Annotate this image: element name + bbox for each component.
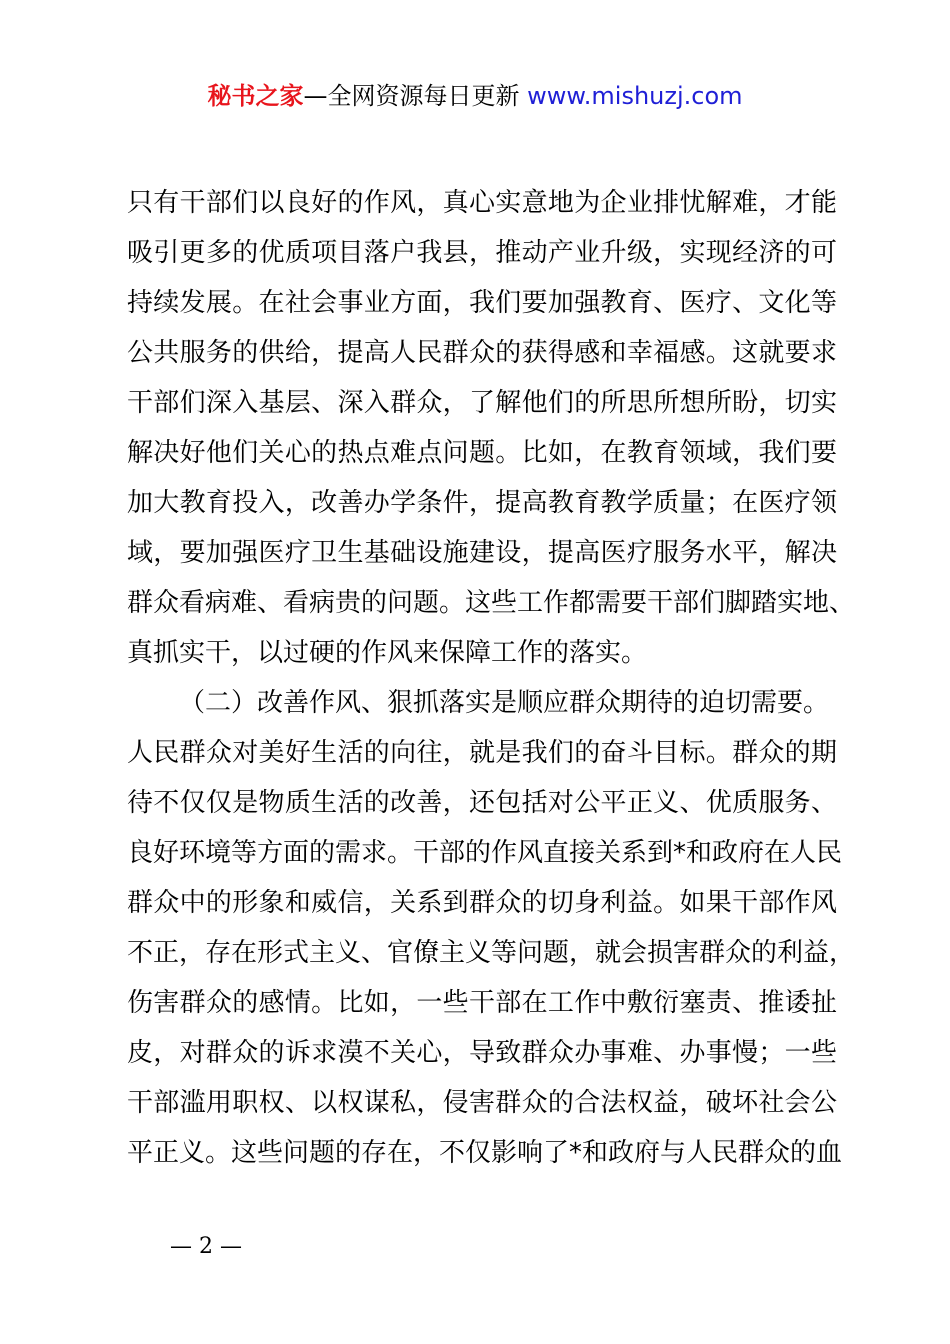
page-number: — 2 — bbox=[170, 1234, 242, 1259]
text-line: 真抓实干，以过硬的作风来保障工作的落实。 bbox=[127, 638, 648, 668]
text-line: 公共服务的供给，提高人民群众的获得感和幸福感。这就要求 bbox=[127, 338, 837, 368]
header-url-link[interactable]: www.mishuzj.com bbox=[527, 82, 743, 110]
text-line: 域，要加强医疗卫生基础设施建设，提高医疗服务水平，解决 bbox=[127, 538, 837, 568]
text-line: 加大教育投入，改善办学条件，提高教育教学质量；在医疗领 bbox=[127, 488, 837, 518]
header-brand: 秘书之家 bbox=[207, 82, 304, 110]
text-line: 伤害群众的感情。比如，一些干部在工作中敷衍塞责、推诿扯 bbox=[127, 988, 837, 1018]
text-line: 皮，对群众的诉求漠不关心，导致群众办事难、办事慢；一些 bbox=[127, 1038, 837, 1068]
text-line: 人民群众对美好生活的向往，就是我们的奋斗目标。群众的期 bbox=[127, 738, 837, 768]
text-line: 吸引更多的优质项目落户我县，推动产业升级，实现经济的可 bbox=[127, 238, 837, 268]
text-line: 群众中的形象和威信，关系到群众的切身利益。如果干部作风 bbox=[127, 888, 837, 918]
text-line: 解决好他们关心的热点难点问题。比如，在教育领域，我们要 bbox=[127, 438, 837, 468]
document-body bbox=[127, 178, 856, 1178]
text-line: 群众看病难、看病贵的问题。这些工作都需要干部们脚踏实地、 bbox=[127, 588, 856, 618]
page-header bbox=[0, 80, 950, 112]
text-line: 干部滥用职权、以权谋私，侵害群众的合法权益，破坏社会公 bbox=[127, 1088, 837, 1118]
text-line: 不正，存在形式主义、官僚主义等问题，就会损害群众的利益， bbox=[127, 938, 856, 968]
header-tagline: —全网资源每日更新 bbox=[303, 82, 528, 110]
text-line: 持续发展。在社会事业方面，我们要加强教育、医疗、文化等 bbox=[127, 288, 837, 318]
text-line: 待不仅仅是物质生活的改善，还包括对公平正义、优质服务、 bbox=[127, 788, 837, 818]
text-line: 平正义。这些问题的存在，不仅影响了*和政府与人民群众的血 bbox=[127, 1138, 843, 1168]
text-line: 良好环境等方面的需求。干部的作风直接关系到*和政府在人民 bbox=[127, 838, 843, 868]
text-line: 只有干部们以良好的作风，真心实意地为企业排忧解难，才能 bbox=[127, 188, 837, 218]
text-line: 干部们深入基层、深入群众，了解他们的所思所想所盼，切实 bbox=[127, 388, 837, 418]
section-heading: （二）改善作风、狠抓落实是顺应群众期待的迫切需要。 bbox=[179, 688, 830, 718]
